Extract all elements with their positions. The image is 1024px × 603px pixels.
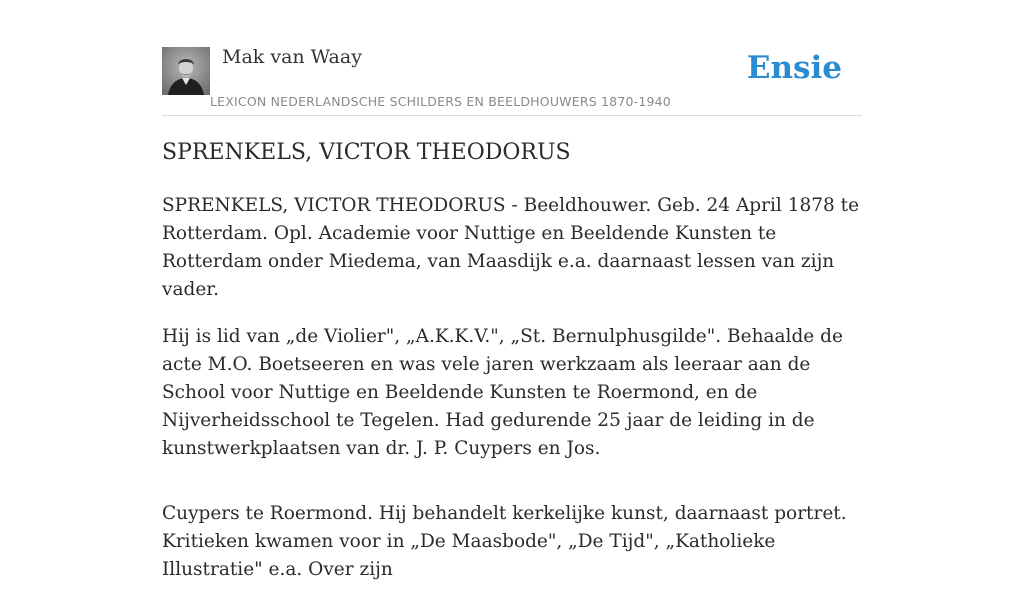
article-body bbox=[162, 192, 862, 603]
author-avatar[interactable] bbox=[162, 47, 210, 95]
paragraph: Hij is lid van „de Violier", „A.K.K.V.", „St. Bernulphusgilde". Behaalde de acte M.O. Boetseeren en was vele jaren werkzaam als leeraar aan de School voor Nuttige en Beeldende Kunsten te Roermond, en de Nijverheidsschool te Tegelen. Had gedurende 25 jaar de leiding in de kunstwerkplaatsen van dr. J. P. Cuypers en Jos. bbox=[162, 326, 843, 459]
paragraph: Cuypers te Roermond. Hij behandelt kerkelijke kunst, daarnaast portret. Kritieken kwamen voor in „De Maasbode", „De Tijd", „Katholieke Illustratie" e.a. Over zijn bbox=[162, 503, 847, 580]
paragraph: SPRENKELS, VICTOR THEODORUS - Beeldhouwer. Geb. 24 April 1878 te Rotterdam. Opl. Academie voor Nuttige en Beeldende Kunsten te Rotterdam onder Miedema, van Maasdijk e.a. daarnaast lessen van zijn vader. bbox=[162, 195, 860, 300]
page-title: SPRENKELS, VICTOR THEODORUS bbox=[162, 140, 571, 165]
page bbox=[162, 0, 862, 580]
brand-logo[interactable]: Ensie bbox=[746, 50, 842, 86]
author-name[interactable]: Mak van Waay bbox=[222, 46, 362, 68]
source-title[interactable]: LEXICON NEDERLANDSCHE SCHILDERS EN BEELDHOUWERS 1870-1940 bbox=[210, 94, 671, 109]
portrait-photo-icon bbox=[162, 47, 210, 95]
header bbox=[162, 0, 862, 116]
